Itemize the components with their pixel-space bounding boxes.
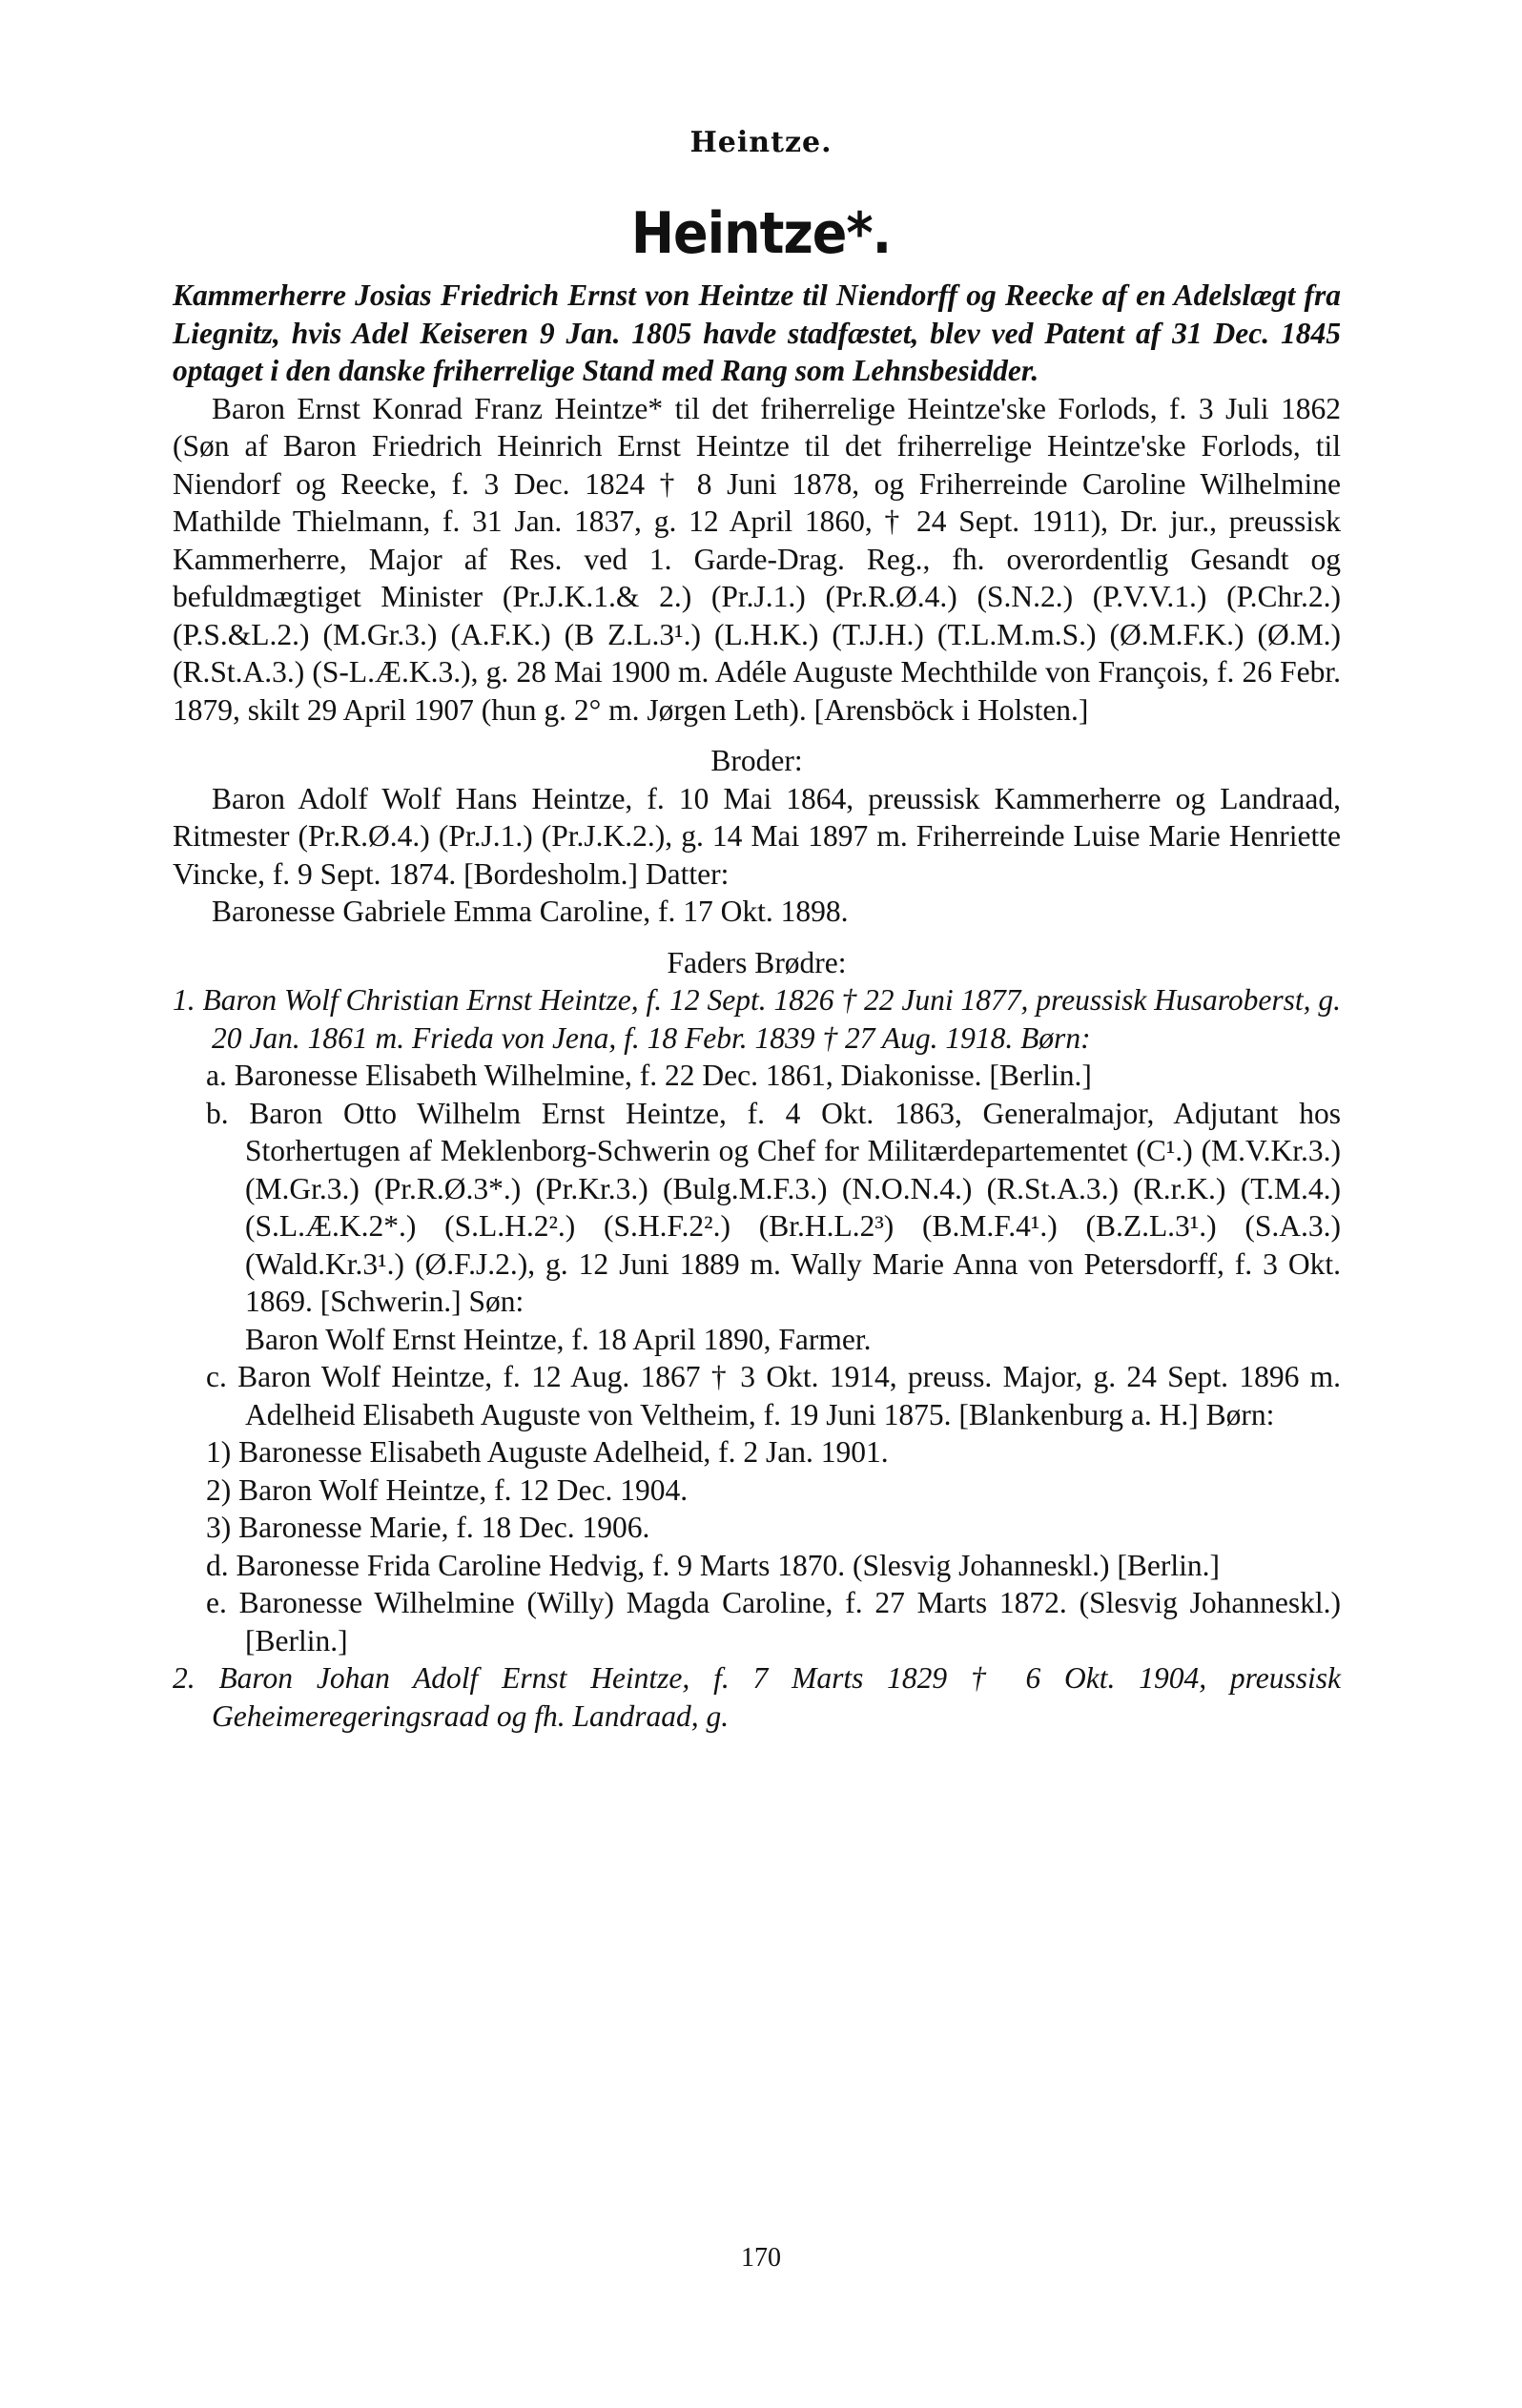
grandchild-entry-3: 3) Baronesse Marie, f. 18 Dec. 1906.	[206, 1511, 650, 1544]
document-body	[173, 277, 1341, 1735]
child-entry-d: d. Baronesse Frida Caroline Hedvig, f. 9 Marts 1870. (Slesvig Johanneskl.) [Berlin.]	[206, 1548, 1220, 1582]
running-head: Heintze.	[689, 126, 833, 159]
child-entry-c: c. Baron Wolf Heintze, f. 12 Aug. 1867 † 3 Okt. 1914, preuss. Major, g. 24 Sept. 1896 m. Adelheid Elisabeth Auguste von Veltheim, f. 19 Juni 1875. [Blankenburg a. H.] Børn:	[206, 1360, 1341, 1431]
intro-paragraph: Kammerherre Josias Friedrich Ernst von Heintze til Niendorff og Reecke af en Adelslægt fra Liegnitz, hvis Adel Keiseren 9 Jan. 1805 havde stadfæstet, blev ved Patent af 31 Dec. 1845 optaget i den danske friherrelige Stand med Rang som Lehnsbesidder.	[173, 278, 1341, 387]
child-entry-e: e. Baronesse Wilhelmine (Willy) Magda Caroline, f. 27 Marts 1872. (Slesvig Johanneskl.) [Berlin.]	[206, 1586, 1341, 1657]
main-entry-paragraph: Baron Ernst Konrad Franz Heintze* til det friherrelige Heintze'ske Forlods, f. 3 Juli 1862 (Søn af Baron Friedrich Heinrich Ernst Heintze til det friherrelige Heintze'ske Forlods, til Niendorf og Reecke, f. 3 Dec. 1824 † 8 Juni 1878, og Friherreinde Caroline Wilhelmine Mathilde Thielmann, f. 31 Jan. 1837, g. 12 April 1860, † 24 Sept. 1911), Dr. jur., preussisk Kammerherre, Major af Res. ved 1. Garde-Drag. Reg., fh. overordentlig Gesandt og befuldmægtiget Minister (Pr.J.K.1.& 2.) (Pr.J.1.) (Pr.R.Ø.4.) (S.N.2.) (P.V.V.1.) (P.Chr.2.) (P.S.&L.2.) (M.Gr.3.) (A.F.K.) (B Z.L.3¹.) (L.H.K.) (T.J.H.) (T.L.M.m.S.) (Ø.M.F.K.) (Ø.M.) (R.St.A.3.) (S-L.Æ.K.3.), g. 28 Mai 1900 m. Adéle Auguste Mechthilde von François, f. 26 Febr. 1879, skilt 29 April 1907 (hun g. 2° m. Jørgen Leth). [Arensböck i Holsten.]	[173, 391, 1341, 727]
page-title: Heintze*.	[630, 200, 892, 267]
uncle-entry-1: 1. Baron Wolf Christian Ernst Heintze, f. 12 Sept. 1826 † 22 Juni 1877, preussisk Husaroberst, g. 20 Jan. 1861 m. Frieda von Jena, f. 18 Febr. 1839 † 27 Aug. 1918. Børn:	[173, 983, 1341, 1055]
grandchild-entry-1: 1) Baronesse Elisabeth Auguste Adelheid, f. 2 Jan. 1901.	[206, 1435, 889, 1469]
broder-heading: Broder:	[710, 744, 803, 777]
page-number: 170	[741, 2243, 781, 2273]
child-entry-b-son: Baron Wolf Ernst Heintze, f. 18 April 1890, Farmer.	[245, 1322, 872, 1356]
grandchild-entry-2: 2) Baron Wolf Heintze, f. 12 Dec. 1904.	[206, 1472, 689, 1507]
child-entry-b: b. Baron Otto Wilhelm Ernst Heintze, f. 4 Okt. 1863, Generalmajor, Adjutant hos Storhertugen af Meklenborg-Schwerin og Chef for Militærdepartementet (C¹.) (M.V.Kr.3.) (M.Gr.3.) (Pr.R.Ø.3*.) (Pr.Kr.3.) (Bulg.M.F.3.) (N.O.N.4.) (R.St.A.3.) (R.r.K.) (T.M.4.) (S.L.Æ.K.2*.) (S.L.H.2².) (S.H.F.2².) (Br.H.L.2³) (B.M.F.4¹.) (B.Z.L.3¹.) (S.A.3.) (Wald.Kr.3¹.) (Ø.F.J.2.), g. 12 Juni 1889 m. Wally Marie Anna von Petersdorff, f. 3 Okt. 1869. [Schwerin.] Søn:	[206, 1096, 1341, 1318]
datter-line: Baronesse Gabriele Emma Caroline, f. 17 Okt. 1898.	[212, 895, 849, 928]
child-entry-a: a. Baronesse Elisabeth Wilhelmine, f. 22 Dec. 1861, Diakonisse. [Berlin.]	[206, 1059, 1092, 1092]
broder-paragraph: Baron Adolf Wolf Hans Heintze, f. 10 Mai 1864, preussisk Kammerherre og Landraad, Ritmester (Pr.R.Ø.4.) (Pr.J.1.) (Pr.J.K.2.), g. 14 Mai 1897 m. Friherreinde Luise Marie Henriette Vincke, f. 9 Sept. 1874. [Bordesholm.] Datter:	[173, 781, 1341, 891]
faders-brodre-heading: Faders Brødre:	[667, 945, 847, 979]
uncle-entry-2: 2. Baron Johan Adolf Ernst Heintze, f. 7 Marts 1829 † 6 Okt. 1904, preussisk Geheimeregeringsraad og fh. Landraad, g.	[173, 1661, 1341, 1733]
